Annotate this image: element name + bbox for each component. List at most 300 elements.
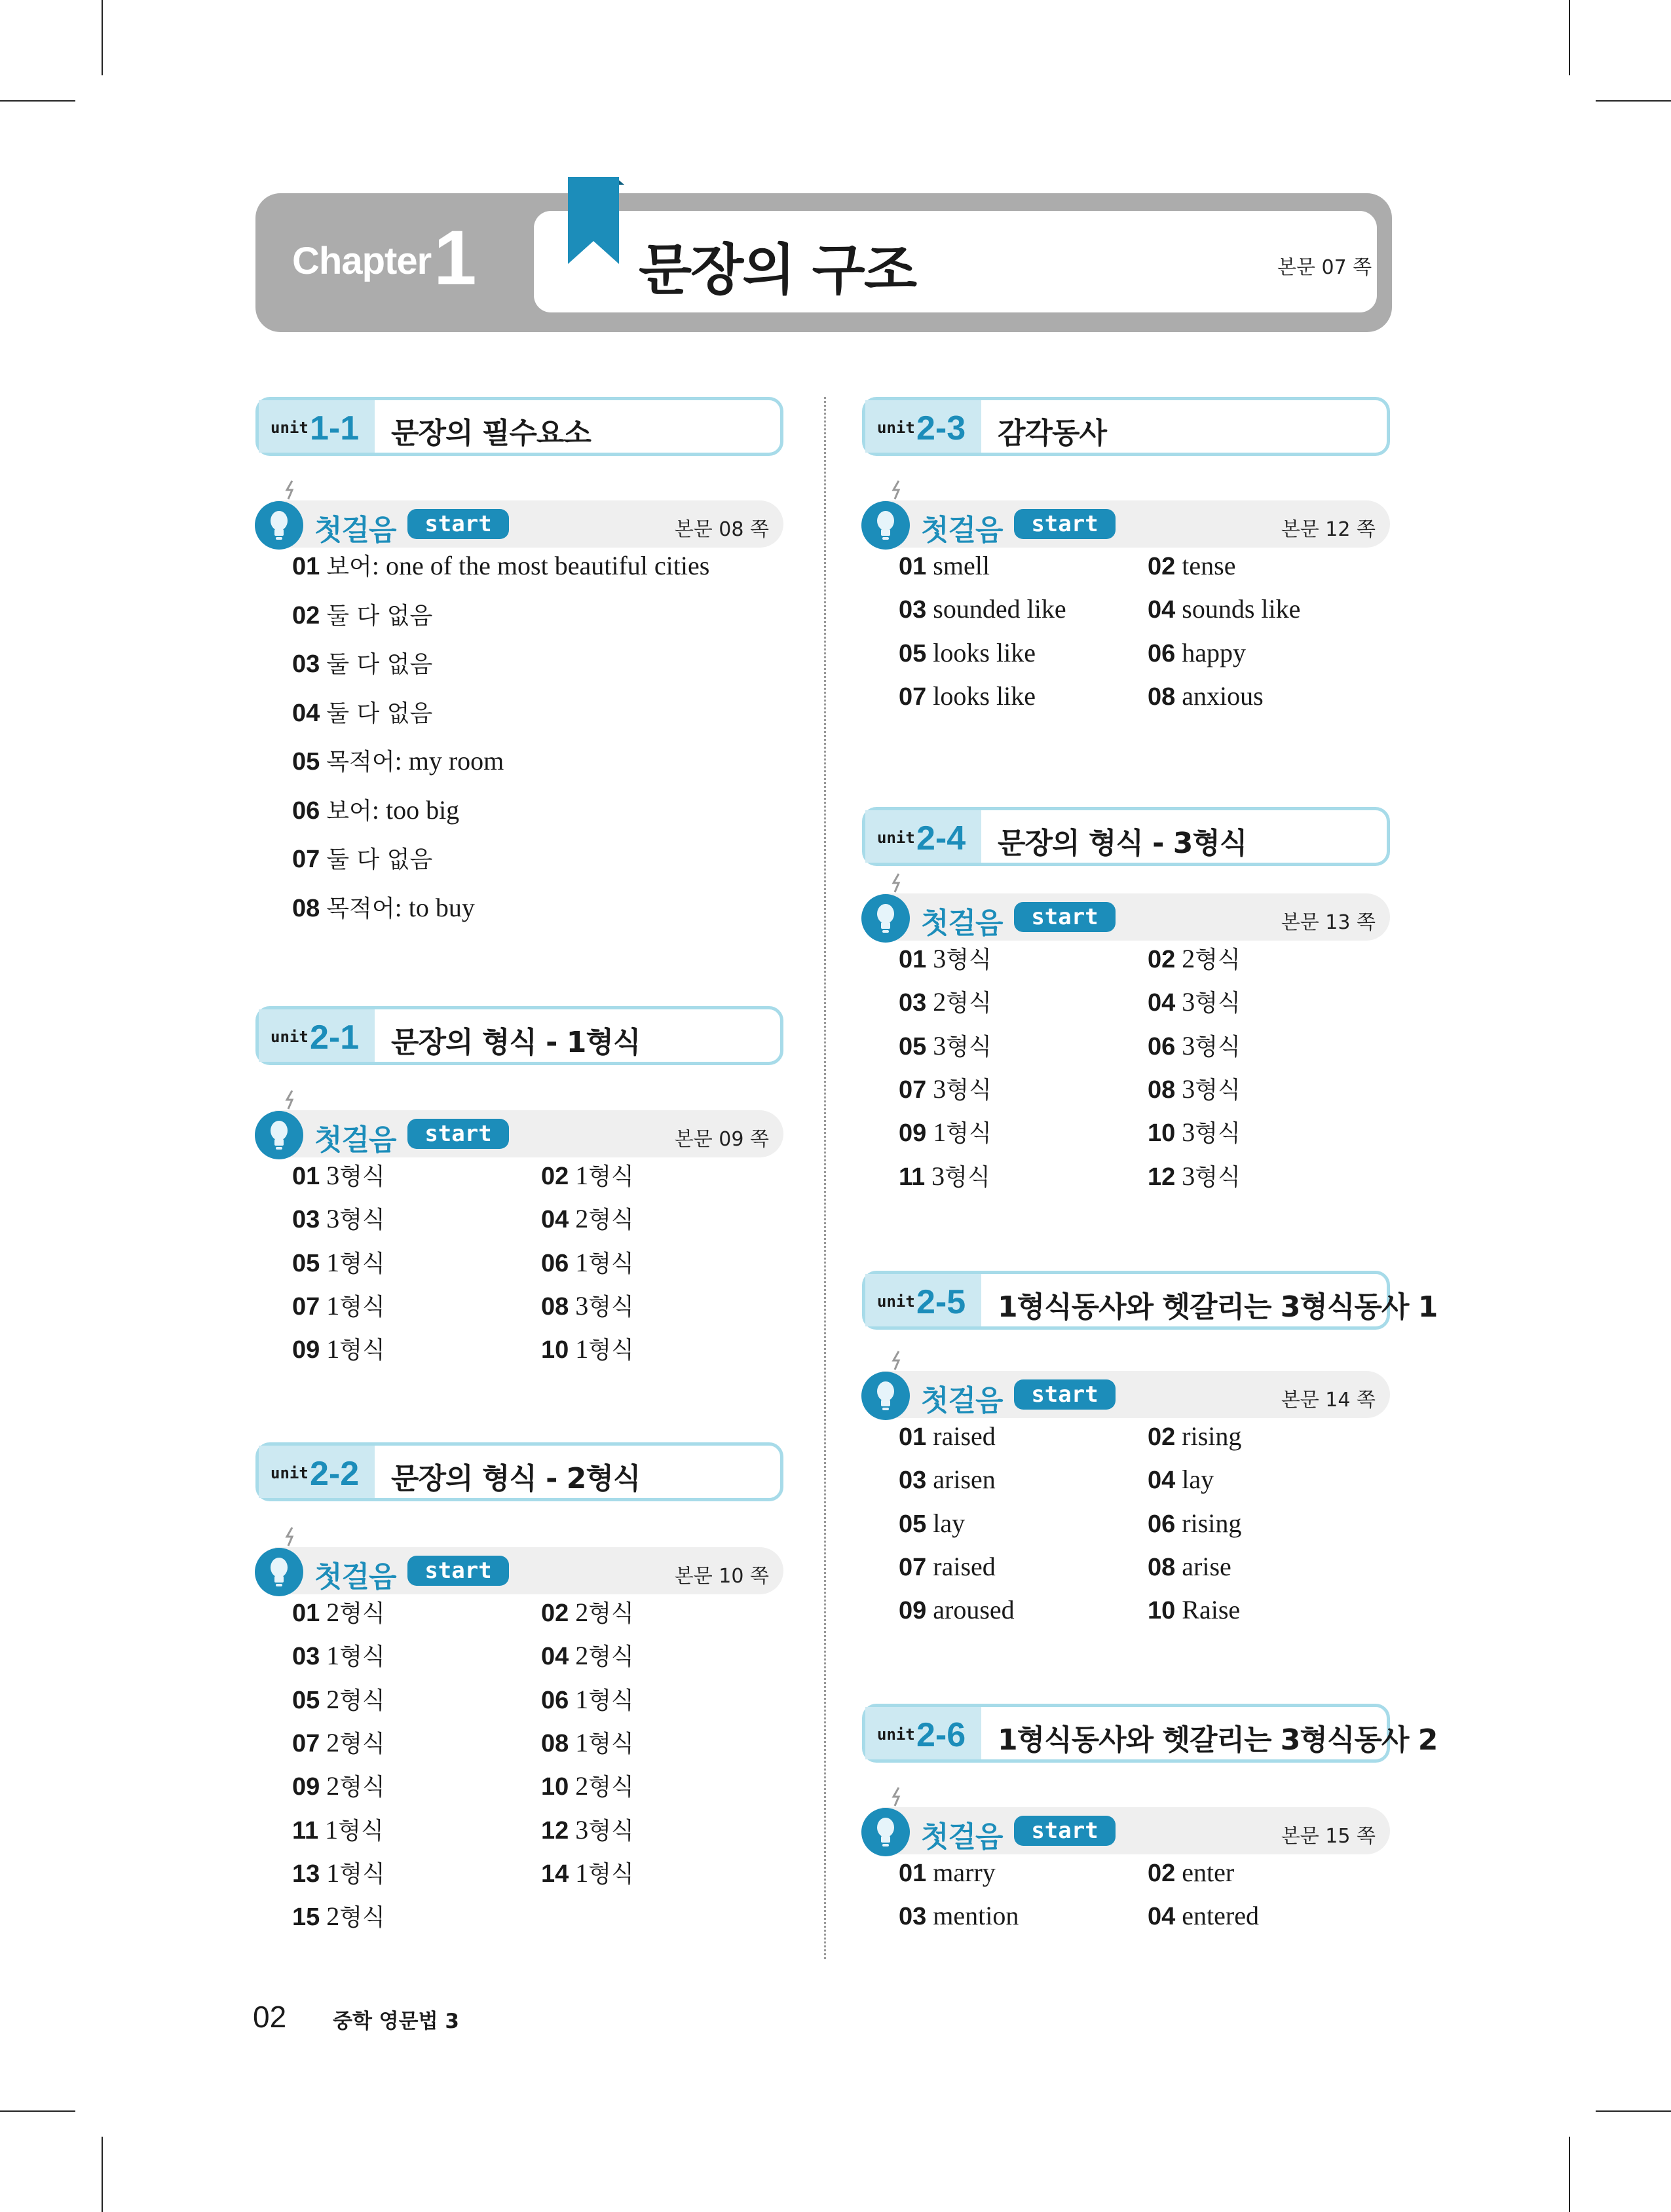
answer-text: entered — [1182, 1901, 1259, 1931]
answer-text: 3 — [1182, 1161, 1195, 1191]
answer-text: anxious — [1182, 681, 1264, 711]
answer-item — [292, 1640, 385, 1672]
answer-text: : my room — [394, 746, 504, 776]
start-badge: start — [407, 1556, 509, 1586]
answer-text: 1 — [575, 1727, 589, 1757]
answer-item — [1148, 637, 1246, 669]
answer-number: 10 — [541, 1773, 569, 1801]
answer-text: 형식 — [1195, 1120, 1241, 1148]
unit-number: 2-6 — [916, 1716, 966, 1754]
answer-number: 03 — [292, 650, 320, 678]
answer-text: 형식 — [588, 1730, 634, 1757]
answer-text: 3 — [1182, 987, 1195, 1017]
answer-item — [292, 1684, 385, 1716]
answer-item — [1148, 1551, 1231, 1583]
crop-mark — [1596, 100, 1671, 102]
unit-title: 문장의 형식 - 3형식 — [998, 827, 1247, 860]
answer-item — [1148, 593, 1300, 626]
answer-number: 10 — [541, 1336, 569, 1364]
answer-text: 3 — [933, 1030, 947, 1060]
answer-item — [292, 1771, 385, 1803]
answer-text: 3 — [933, 1074, 947, 1104]
start-badge: start — [1014, 902, 1116, 932]
answer-text: mention — [933, 1901, 1019, 1931]
answer-text: looks like — [933, 681, 1036, 711]
answer-number: 13 — [292, 1860, 320, 1888]
answer-number: 05 — [292, 1249, 320, 1277]
answer-number: 08 — [1148, 683, 1176, 711]
answer-item — [899, 1421, 996, 1453]
answer-text: 2 — [326, 1727, 340, 1757]
answer-item — [1148, 1464, 1214, 1496]
unit-number: 2-2 — [310, 1455, 360, 1493]
lightbulb-icon — [254, 1089, 307, 1161]
answer-text: 2 — [326, 1771, 340, 1801]
answer-item — [899, 550, 990, 582]
answer-text: 1 — [575, 1247, 589, 1277]
start-label-korean: 첫걸음 — [314, 1560, 396, 1594]
answer-item — [899, 1857, 996, 1889]
crop-mark — [1596, 2110, 1671, 2112]
answer-text: 형식 — [339, 1207, 385, 1234]
answer-text: 형식 — [1195, 1033, 1241, 1060]
lightbulb-icon — [861, 1350, 913, 1422]
answer-number: 02 — [1148, 1423, 1176, 1451]
answer-text: 2 — [326, 1684, 340, 1714]
answer-text: 형식 — [339, 1730, 385, 1757]
answer-number: 04 — [1148, 989, 1176, 1017]
answer-number: 02 — [1148, 553, 1176, 580]
answer-item — [541, 1771, 634, 1803]
answer-number: 01 — [292, 553, 320, 580]
answer-number: 09 — [899, 1119, 927, 1148]
answer-number: 02 — [1148, 1860, 1176, 1887]
answer-number: 08 — [1148, 1553, 1176, 1581]
answer-item — [292, 697, 432, 729]
answer-item — [541, 1290, 634, 1322]
answer-text: 3 — [326, 1161, 340, 1190]
answer-item — [1148, 681, 1264, 713]
answer-number: 02 — [541, 1600, 569, 1627]
unit-word-label: unit — [877, 829, 915, 847]
page-number: 02 — [253, 2000, 287, 2034]
page-reference: 본문 09 쪽 — [674, 1128, 769, 1151]
answer-number: 01 — [292, 1600, 320, 1627]
answer-text: 형식 — [588, 1774, 634, 1801]
answer-number: 10 — [1148, 1119, 1176, 1148]
answer-item — [541, 1334, 634, 1366]
answer-item — [899, 637, 1036, 669]
unit-number: 2-5 — [916, 1283, 966, 1321]
answer-text: 1 — [575, 1684, 589, 1714]
answer-text: 둘 다 없음 — [326, 602, 433, 629]
answer-item — [292, 1727, 385, 1759]
answer-text: 3 — [575, 1290, 589, 1321]
answer-number: 14 — [541, 1860, 569, 1888]
answer-number: 01 — [899, 553, 927, 580]
page-reference: 본문 12 쪽 — [1281, 518, 1376, 541]
answer-item — [292, 1858, 385, 1890]
start-label-korean: 첫걸음 — [921, 1384, 1003, 1417]
unit-badge — [865, 1274, 981, 1326]
answer-text: 형식 — [339, 1904, 385, 1932]
answer-number: 03 — [899, 1903, 927, 1931]
start-row — [862, 1807, 1390, 1854]
answer-number: 04 — [1148, 1467, 1176, 1495]
answer-item — [292, 892, 475, 924]
answer-number: 04 — [1148, 596, 1176, 624]
answer-text: 1 — [575, 1858, 589, 1888]
unit-title: 문장의 필수요소 — [391, 417, 591, 450]
answer-text: 형식 — [588, 1860, 634, 1888]
unit-number: 2-4 — [916, 819, 966, 857]
unit-header — [862, 807, 1390, 866]
answer-number: 08 — [541, 1292, 569, 1321]
answer-text: 형식 — [1195, 1076, 1241, 1104]
answer-item — [541, 1858, 634, 1890]
answer-item — [541, 1247, 634, 1279]
answer-text: 3 — [1182, 1030, 1195, 1060]
answer-number: 06 — [1148, 1032, 1176, 1060]
answer-number: 08 — [292, 894, 320, 922]
answer-item — [292, 1814, 384, 1846]
answer-number: 02 — [541, 1163, 569, 1190]
answer-number: 09 — [292, 1336, 320, 1364]
answer-text: 형식 — [1195, 1163, 1241, 1191]
crop-mark — [1569, 0, 1570, 75]
start-label-korean: 첫걸음 — [921, 1820, 1003, 1854]
answer-item — [1148, 1857, 1234, 1889]
answer-number: 12 — [541, 1816, 569, 1845]
answer-number: 07 — [292, 1729, 320, 1757]
start-label-korean: 첫걸음 — [921, 907, 1003, 940]
unit-word-label: unit — [877, 419, 915, 437]
answer-text: rising — [1182, 1421, 1242, 1451]
answer-number: 08 — [1148, 1076, 1176, 1104]
answer-text: : too big — [371, 795, 460, 825]
unit-badge — [259, 1446, 375, 1498]
unit-word-label: unit — [271, 1028, 309, 1046]
answer-text: : to buy — [394, 892, 475, 922]
answer-text: aroused — [933, 1595, 1015, 1625]
answer-item — [899, 1508, 965, 1540]
unit-header — [255, 397, 783, 456]
answer-item — [541, 1727, 634, 1759]
answer-number: 04 — [292, 699, 320, 727]
answer-item — [1148, 943, 1241, 975]
answer-number: 02 — [1148, 946, 1176, 973]
unit-header — [255, 1442, 783, 1501]
answer-number: 06 — [292, 797, 320, 825]
unit-badge — [865, 400, 981, 453]
unit-header — [862, 1271, 1438, 1330]
lightbulb-icon — [254, 1526, 307, 1598]
start-label-korean: 첫걸음 — [314, 514, 396, 547]
answer-number: 07 — [899, 1076, 927, 1104]
answer-text: 2 — [1182, 944, 1195, 973]
answer-item — [1148, 550, 1235, 582]
answer-item — [1148, 1508, 1241, 1540]
lightbulb-icon — [861, 872, 913, 945]
answer-number: 07 — [899, 1553, 927, 1581]
answer-item — [1148, 1117, 1241, 1149]
page-reference: 본문 15 쪽 — [1281, 1825, 1376, 1848]
page-reference: 본문 13 쪽 — [1281, 911, 1376, 934]
answer-item — [899, 1900, 1019, 1932]
answer-text: 보어 — [326, 553, 372, 580]
answer-item — [899, 1551, 996, 1583]
start-row — [862, 500, 1390, 548]
answer-item — [292, 1597, 385, 1629]
chapter-label: Chapter — [292, 240, 432, 282]
column-divider — [824, 397, 826, 1959]
answer-item — [899, 593, 1066, 626]
unit-badge — [865, 810, 981, 863]
answer-number: 08 — [541, 1729, 569, 1757]
answer-text: 1 — [326, 1290, 340, 1321]
unit-title: 1형식동사와 헷갈리는 3형식동사 1 — [998, 1290, 1438, 1324]
unit-title: 문장의 형식 - 2형식 — [391, 1462, 641, 1495]
unit-number: 1-1 — [310, 409, 360, 447]
answer-number: 06 — [1148, 1510, 1176, 1538]
unit-word-label: unit — [271, 1464, 309, 1482]
answer-number: 09 — [899, 1597, 927, 1625]
chapter-title: 문장의 구조 — [639, 238, 916, 302]
answer-number: 01 — [899, 946, 927, 973]
book-title: 중학 영문법 3 — [333, 2010, 459, 2033]
answer-number: 04 — [541, 1643, 569, 1671]
unit-word-label: unit — [271, 419, 309, 437]
answer-item — [292, 1160, 385, 1192]
answer-item — [292, 843, 432, 875]
answer-number: 03 — [899, 989, 927, 1017]
answer-number: 01 — [899, 1860, 927, 1887]
answer-text: 둘 다 없음 — [326, 700, 433, 727]
answer-item — [292, 599, 432, 631]
answer-text: 2 — [575, 1771, 589, 1801]
answer-text: 형식 — [588, 1293, 634, 1321]
start-label-korean: 첫걸음 — [921, 514, 1003, 547]
start-label-korean: 첫걸음 — [314, 1123, 396, 1157]
answer-text: looks like — [933, 637, 1036, 667]
answer-number: 05 — [292, 1686, 320, 1714]
answer-item — [292, 550, 709, 582]
answer-number: 06 — [1148, 639, 1176, 667]
answer-text: 3 — [575, 1814, 589, 1845]
answer-item — [1148, 1594, 1240, 1626]
answer-text: 형식 — [588, 1687, 634, 1714]
answer-text: 목적어 — [326, 895, 395, 922]
answer-text: 형식 — [339, 1643, 385, 1671]
answer-text: 3 — [1182, 1117, 1195, 1148]
answer-text: 1 — [326, 1641, 340, 1671]
answer-text: 형식 — [946, 1120, 992, 1148]
answer-item — [899, 681, 1036, 713]
answer-item — [1148, 1900, 1259, 1932]
bookmark-icon — [568, 177, 627, 265]
answer-text: 형식 — [588, 1817, 634, 1845]
start-row — [255, 1547, 783, 1594]
answer-number: 04 — [1148, 1903, 1176, 1931]
answer-text: tense — [1182, 551, 1236, 580]
answer-number: 05 — [292, 748, 320, 776]
unit-number: 2-1 — [310, 1019, 360, 1057]
start-row — [862, 893, 1390, 941]
answer-number: 06 — [541, 1686, 569, 1714]
answer-text: 형식 — [588, 1643, 634, 1671]
chapter-number: 1 — [434, 215, 477, 301]
answer-text: marry — [933, 1858, 996, 1887]
answer-text: enter — [1182, 1858, 1235, 1887]
answer-text: 형식 — [339, 1860, 385, 1888]
answer-number: 05 — [899, 1510, 927, 1538]
answer-text: sounded like — [933, 594, 1066, 624]
answer-text: 1 — [326, 1334, 340, 1364]
answer-number: 11 — [899, 1163, 926, 1191]
answer-item — [899, 943, 992, 975]
answer-text: 형식 — [588, 1600, 634, 1627]
answer-text: sounds like — [1182, 594, 1301, 624]
answer-item — [292, 795, 459, 827]
start-row — [255, 500, 783, 548]
answer-text: 1 — [575, 1334, 589, 1364]
answer-text: 보어 — [326, 797, 372, 825]
answer-item — [292, 1247, 385, 1279]
answer-text: 둘 다 없음 — [326, 846, 433, 873]
answer-text: 형식 — [945, 1163, 990, 1191]
answer-item — [292, 648, 432, 680]
answer-number: 05 — [899, 639, 927, 667]
answer-number: 09 — [292, 1773, 320, 1801]
answer-text: 둘 다 없음 — [326, 651, 433, 678]
answer-item — [1148, 1074, 1241, 1106]
crop-mark — [102, 2137, 103, 2212]
chapter-page-ref: 본문 07 쪽 — [1277, 256, 1372, 279]
answer-item — [541, 1597, 634, 1629]
answer-item — [899, 1030, 992, 1062]
answer-item — [292, 1334, 385, 1366]
answer-text: smell — [933, 551, 990, 580]
answer-text: 형식 — [588, 1250, 634, 1277]
answer-text: 3 — [931, 1161, 945, 1191]
page-reference: 본문 10 쪽 — [674, 1565, 769, 1588]
answer-text: happy — [1182, 637, 1247, 667]
answer-text: 1 — [326, 1858, 340, 1888]
answer-text: raised — [933, 1551, 996, 1581]
answer-item — [292, 1901, 385, 1933]
answer-text: 형식 — [588, 1163, 634, 1190]
answer-text: 형식 — [1195, 990, 1241, 1017]
answer-text: 2 — [575, 1641, 589, 1671]
start-badge: start — [1014, 1816, 1116, 1846]
answer-item — [541, 1814, 634, 1846]
answer-item — [899, 1464, 996, 1496]
answer-number: 07 — [292, 846, 320, 873]
answer-text: lay — [1182, 1465, 1214, 1495]
answer-number: 05 — [899, 1032, 927, 1060]
answer-text: arisen — [933, 1465, 996, 1495]
answer-text: arise — [1182, 1551, 1231, 1581]
unit-word-label: unit — [877, 1725, 915, 1744]
start-badge: start — [407, 1119, 509, 1149]
unit-badge — [865, 1707, 981, 1759]
crop-mark — [1569, 2137, 1570, 2212]
answer-text: Raise — [1182, 1595, 1241, 1625]
answer-text: 형식 — [339, 1163, 385, 1190]
answer-text: 형식 — [946, 1033, 992, 1060]
answer-item — [899, 1594, 1015, 1626]
answer-item — [541, 1684, 634, 1716]
answer-text: lay — [933, 1508, 966, 1538]
answer-text: 3 — [1182, 1074, 1195, 1104]
answer-text: 2 — [326, 1902, 340, 1932]
unit-title: 1형식동사와 헷갈리는 3형식동사 2 — [998, 1723, 1438, 1757]
answer-text: 형식 — [339, 1600, 385, 1627]
answer-number: 06 — [541, 1249, 569, 1277]
unit-header — [862, 397, 1390, 456]
answer-item — [1148, 1030, 1241, 1062]
answer-number: 04 — [541, 1206, 569, 1234]
answer-number: 02 — [292, 601, 320, 629]
answer-text: : one of the most beautiful cities — [371, 551, 710, 580]
answer-text: 2 — [575, 1598, 589, 1627]
start-badge: start — [1014, 1379, 1116, 1410]
answer-item — [1148, 1421, 1241, 1453]
start-row — [255, 1110, 783, 1157]
page-reference: 본문 08 쪽 — [674, 518, 769, 541]
answer-text: 형식 — [339, 1293, 385, 1321]
answer-number: 01 — [292, 1163, 320, 1190]
answer-text: 형식 — [946, 990, 992, 1017]
answer-text: 3 — [326, 1204, 340, 1234]
answer-text: rising — [1182, 1508, 1242, 1538]
unit-word-label: unit — [877, 1292, 915, 1311]
answer-item — [292, 745, 504, 778]
start-row — [862, 1371, 1390, 1418]
unit-title: 문장의 형식 - 1형식 — [391, 1026, 641, 1059]
answer-text: 형식 — [339, 1687, 385, 1714]
lightbulb-icon — [254, 479, 307, 552]
answer-number: 03 — [292, 1206, 320, 1234]
unit-badge — [259, 1009, 375, 1062]
answer-item — [292, 1290, 385, 1322]
answer-text: 형식 — [339, 1774, 385, 1801]
answer-item — [541, 1640, 634, 1672]
answer-item — [541, 1203, 634, 1235]
answer-text: 형식 — [339, 1250, 385, 1277]
answer-text: 형식 — [588, 1207, 634, 1234]
answer-text: 형식 — [338, 1817, 384, 1845]
answer-item — [1148, 1161, 1241, 1193]
answer-text: 2 — [326, 1598, 340, 1627]
answer-item — [292, 1203, 385, 1235]
answer-number: 07 — [292, 1292, 320, 1321]
answer-text: 3 — [933, 944, 947, 973]
answer-text: 형식 — [946, 947, 992, 973]
unit-number: 2-3 — [916, 409, 966, 447]
crop-mark — [0, 100, 75, 102]
answer-text: 형식 — [339, 1337, 385, 1364]
answer-item — [1148, 986, 1241, 1019]
crop-mark — [102, 0, 103, 75]
answer-number: 01 — [899, 1423, 927, 1451]
answer-item — [899, 986, 992, 1019]
answer-item — [899, 1161, 990, 1193]
unit-header — [255, 1006, 783, 1065]
lightbulb-icon — [861, 479, 913, 552]
answer-number: 03 — [292, 1643, 320, 1671]
answer-text: 형식 — [946, 1076, 992, 1104]
